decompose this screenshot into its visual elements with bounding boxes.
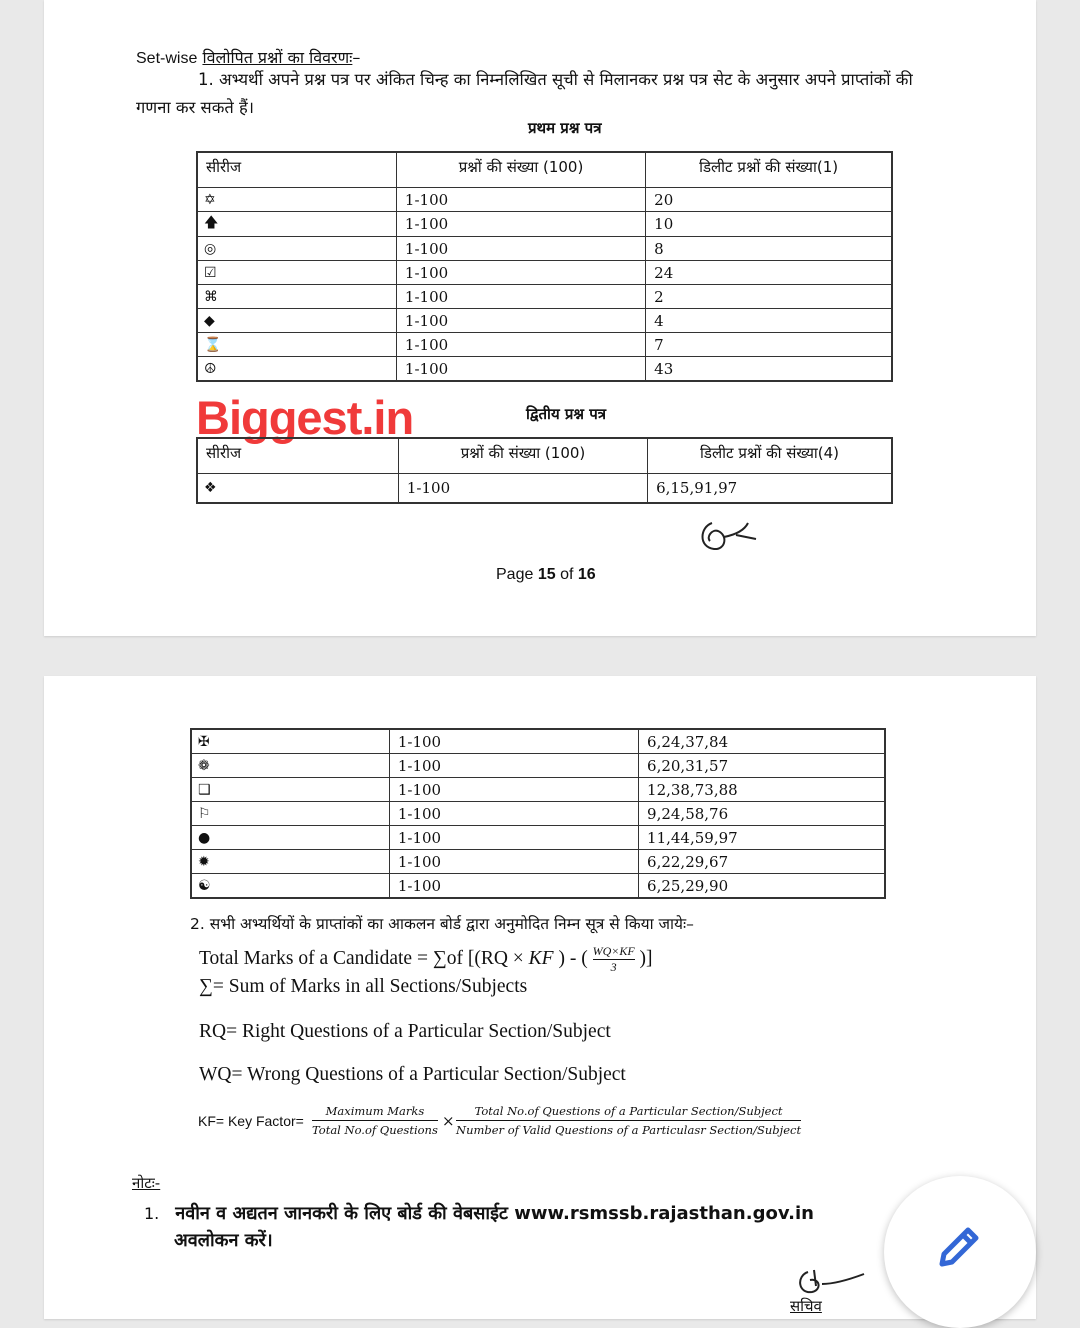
document-page-15	[44, 0, 1036, 636]
note-item	[144, 1200, 984, 1254]
question-range: 1-100	[396, 261, 645, 285]
question-range: 1-100	[396, 188, 645, 212]
kf-times: ×	[442, 1112, 455, 1130]
table-row	[197, 237, 892, 261]
question-range: 1-100	[396, 212, 645, 237]
deleted-questions: 9,24,58,76	[639, 802, 885, 826]
note-line-2: अवलोकन करें।	[174, 1230, 273, 1251]
deleted-questions: 20	[646, 188, 892, 212]
series-symbol: ⌛	[197, 333, 396, 357]
deleted-questions: 43	[646, 357, 892, 382]
instruction-paragraph: 1. अभ्यर्थी अपने प्रश्न पत्र पर अंकित चिन्ह का निम्नलिखित सूची से मिलानकर प्रश्न पत्र सेट के अनुसार अपने प्राप्तांकों की गणना कर सकते हैं।	[136, 70, 913, 117]
note-heading: नोटः-	[132, 1174, 161, 1192]
table-row	[191, 874, 885, 899]
note-line-1: नवीन व अद्यतन जानकरी के लिए बोर्ड की वेबसाईट www.rsmssb.rajasthan.gov.in	[175, 1203, 814, 1224]
question-range: 1-100	[389, 729, 638, 754]
page-current: 15	[537, 566, 556, 583]
table-row	[197, 285, 892, 309]
kf-fraction-1-denominator: Total No.of Questions	[312, 1123, 438, 1137]
series-symbol: ◎	[197, 237, 396, 261]
watermark-logo: Biggest.in	[196, 391, 414, 444]
deleted-questions: 2	[646, 285, 892, 309]
paper1-table	[196, 151, 893, 382]
rq-definition: RQ= Right Questions of a Particular Section/Subject	[199, 1021, 611, 1042]
question-range: 1-100	[396, 285, 645, 309]
series-symbol: ❁	[191, 754, 389, 778]
deleted-questions: 6,22,29,67	[639, 850, 885, 874]
table-row	[191, 778, 885, 802]
series-symbol: ✹	[191, 850, 389, 874]
question-range: 1-100	[389, 826, 638, 850]
document-page-16	[44, 676, 1036, 1319]
handwritten-signature	[794, 1264, 874, 1300]
kf-fraction-2-denominator: Number of Valid Questions of a Particulasr Section/Subject	[456, 1123, 802, 1137]
table-row	[197, 212, 892, 237]
kf-fraction-2	[456, 1104, 801, 1137]
formula-mid: ) - (	[558, 947, 588, 969]
column-header-deleted: डिलीट प्रश्नों की संख्या(1)	[646, 152, 892, 188]
heading-prefix: Set-wise	[136, 50, 198, 67]
formula-fraction-denominator: 3	[610, 960, 617, 974]
table-row	[197, 357, 892, 382]
series-symbol: ❖	[197, 474, 398, 504]
table-row	[191, 802, 885, 826]
table-row	[197, 188, 892, 212]
series-symbol: ☯	[191, 874, 389, 899]
deleted-questions: 7	[646, 333, 892, 357]
question-range: 1-100	[396, 237, 645, 261]
sum-definition: ∑= Sum of Marks in all Sections/Subjects	[199, 976, 528, 997]
deleted-questions: 6,24,37,84	[639, 729, 885, 754]
question-range: 1-100	[389, 802, 638, 826]
table-row	[191, 729, 885, 754]
edit-pencil-icon	[930, 1220, 986, 1276]
heading-suffix: –	[352, 48, 361, 67]
paper2-continued-table	[190, 728, 886, 899]
table-row	[197, 333, 892, 357]
paper1-title: प्रथम प्रश्न पत्र	[528, 119, 602, 137]
kf-fraction-2-numerator: Total No.of Questions of a Particular Section/Subject	[456, 1104, 801, 1121]
heading-main: विलोपित प्रश्नों का विवरणः	[202, 48, 353, 67]
deleted-questions: 10	[646, 212, 892, 237]
question-range: 1-100	[389, 874, 638, 899]
series-symbol: ❑	[191, 778, 389, 802]
column-header-deleted: डिलीट प्रश्नों की संख्या(4)	[648, 438, 892, 474]
deleted-questions: 6,15,91,97	[648, 474, 892, 504]
question-range: 1-100	[396, 309, 645, 333]
kf-fraction-1-numerator: Maximum Marks	[312, 1104, 438, 1121]
question-range: 1-100	[389, 754, 638, 778]
column-header-series: सीरीज	[197, 438, 398, 474]
question-range: 1-100	[389, 850, 638, 874]
series-symbol: ☑	[197, 261, 396, 285]
page-of: of	[560, 566, 574, 583]
table-row	[197, 261, 892, 285]
point-2-text: 2. सभी अभ्यर्थियों के प्राप्तांकों का आकलन बोर्ड द्वारा अनुमोदित निम्न सूत्र से किया जायेः–	[190, 915, 694, 933]
handwritten-initials	[694, 505, 764, 555]
page-total: 16	[577, 566, 596, 583]
deleted-questions: 4	[646, 309, 892, 333]
deleted-questions: 24	[646, 261, 892, 285]
series-symbol: ☮	[197, 357, 396, 382]
deleted-questions: 12,38,73,88	[639, 778, 885, 802]
table-row	[197, 474, 892, 504]
total-marks-formula	[199, 944, 653, 975]
kf-fraction-1	[312, 1104, 438, 1137]
formula-end: )]	[639, 947, 653, 969]
table-row	[191, 754, 885, 778]
column-header-count: प्रश्नों की संख्या (100)	[396, 152, 645, 188]
column-header-series: सीरीज	[197, 152, 396, 188]
formula-fraction-numerator: WQ×KF	[592, 944, 635, 958]
page-label: Page	[496, 566, 534, 583]
formula-lead: Total Marks of a Candidate = ∑of [(RQ ×	[199, 947, 529, 969]
deleted-questions: 8	[646, 237, 892, 261]
wq-definition: WQ= Wrong Questions of a Particular Section/Subject	[199, 1064, 626, 1085]
table-row	[191, 826, 885, 850]
deleted-questions: 6,20,31,57	[639, 754, 885, 778]
paper2-table	[196, 437, 893, 504]
deleted-questions: 11,44,59,97	[639, 826, 885, 850]
question-range: 1-100	[396, 333, 645, 357]
formula-fraction	[593, 944, 635, 975]
series-symbol: 🡅	[197, 212, 396, 237]
note-number: 1.	[144, 1204, 160, 1223]
question-range: 1-100	[396, 357, 645, 382]
series-symbol: ●	[191, 826, 389, 850]
formula-kf: KF	[528, 947, 554, 969]
secretary-signature-label: सचिव	[790, 1297, 822, 1315]
series-symbol: ⚐	[191, 802, 389, 826]
key-factor-label: KF= Key Factor=	[198, 1113, 304, 1129]
section-heading	[136, 46, 360, 68]
series-symbol: ◆	[197, 309, 396, 333]
column-header-count: प्रश्नों की संख्या (100)	[398, 438, 647, 474]
paper2-title: द्वितीय प्रश्न पत्र	[526, 405, 607, 423]
question-range: 1-100	[389, 778, 638, 802]
page-number	[496, 566, 596, 584]
series-symbol: ⌘	[197, 285, 396, 309]
deleted-questions: 6,25,29,90	[639, 874, 885, 899]
edit-fab-button[interactable]	[884, 1176, 1036, 1328]
series-symbol: ✡	[197, 188, 396, 212]
series-symbol: ✠	[191, 729, 389, 754]
table-row	[197, 309, 892, 333]
table-row	[191, 850, 885, 874]
question-range: 1-100	[398, 474, 647, 504]
